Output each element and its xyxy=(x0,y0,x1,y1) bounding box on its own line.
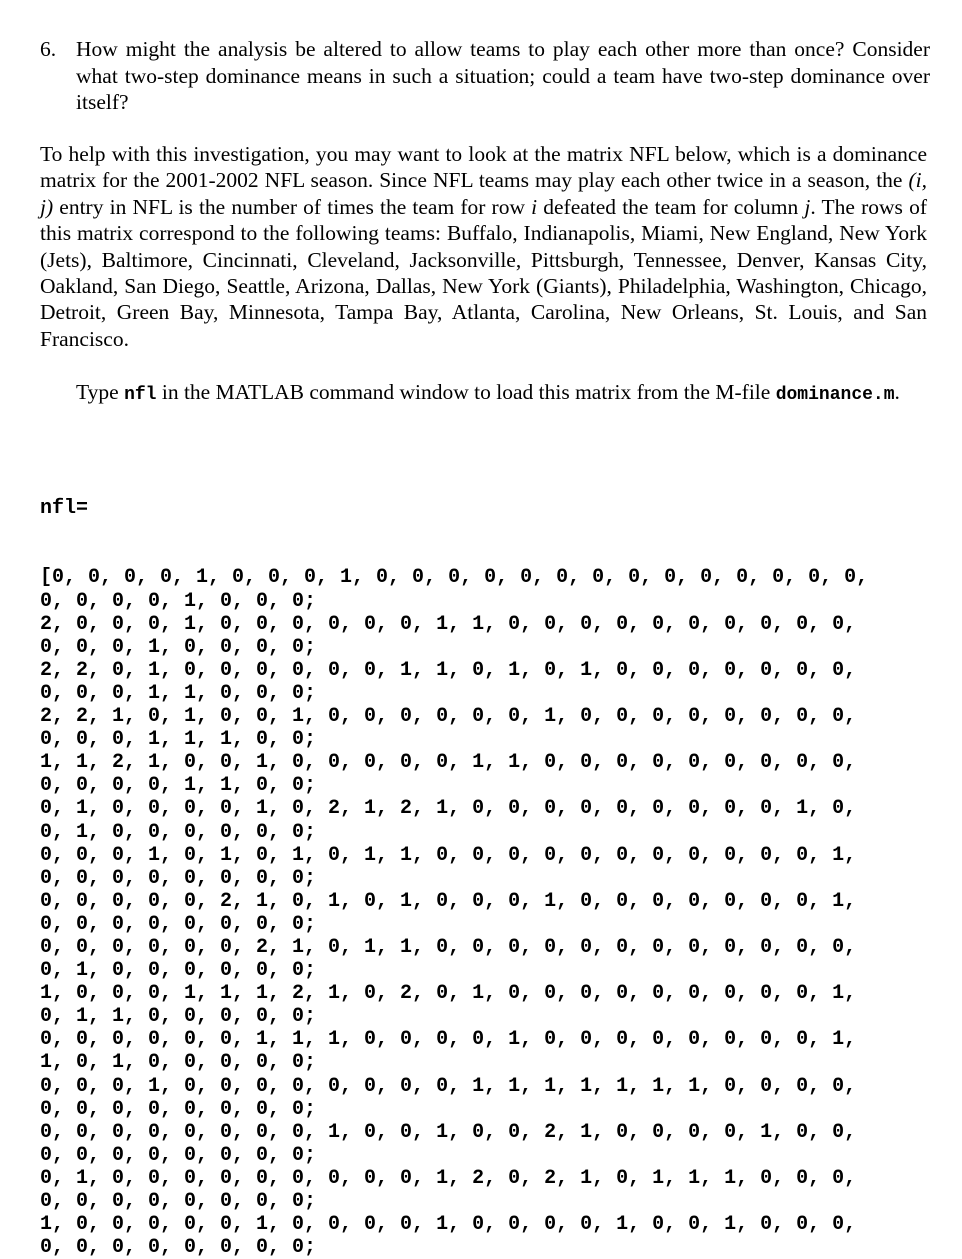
matrix-line: 0, 1, 0, 0, 0, 0, 0, 0; xyxy=(40,820,317,844)
matrix-line: 0, 0, 0, 0, 0, 0, 0, 0; xyxy=(40,1097,317,1121)
question-text: How might the analysis be altered to allow teams to play each other more than once? Consider what two-step dominance means in such a situation; could a team have two-step dominance over itself? xyxy=(76,37,930,114)
matrix-line: 0, 1, 0, 0, 0, 0, 0, 0; xyxy=(40,959,317,983)
matrix-line: [0, 0, 0, 0, 1, 0, 0, 0, 1, 0, 0, 0, 0, 0, 0, 0, 0, 0, 0, 0, 0, 0, 0, xyxy=(40,566,869,590)
para-text-2: entry in NFL is the number of times the team for row xyxy=(53,194,532,219)
nfl-description-paragraph xyxy=(40,141,927,352)
matrix-line: 2, 0, 0, 0, 1, 0, 0, 0, 0, 0, 0, 1, 1, 0, 0, 0, 0, 0, 0, 0, 0, 0, 0, xyxy=(40,612,857,636)
matrix-line: 0, 1, 1, 0, 0, 0, 0, 0; xyxy=(40,1005,317,1029)
matrix-label: nfl= xyxy=(40,497,89,521)
para-text-3: defeated the team for column xyxy=(537,194,805,219)
question-6 xyxy=(40,36,930,116)
matrix-line: 0, 0, 0, 1, 0, 0, 0, 0, 0, 0, 0, 0, 1, 1, 1, 1, 1, 1, 1, 0, 0, 0, 0, xyxy=(40,1074,857,1098)
question-number: 6. xyxy=(40,37,57,61)
matrix-line: 0, 0, 0, 0, 1, 0, 0, 0; xyxy=(40,589,317,613)
matrix-line: 0, 0, 0, 0, 0, 0, 0, 0; xyxy=(40,1143,317,1167)
matrix-line: 0, 0, 0, 1, 0, 1, 0, 1, 0, 1, 1, 0, 0, 0, 0, 0, 0, 0, 0, 0, 0, 0, 1, xyxy=(40,843,857,867)
matrix-line: 1, 0, 0, 0, 0, 0, 1, 0, 0, 0, 0, 1, 0, 0, 0, 0, 1, 0, 0, 1, 0, 0, 0, xyxy=(40,1213,857,1237)
para-i: i xyxy=(531,194,538,219)
matrix-line: 0, 0, 0, 0, 0, 0, 0, 0; xyxy=(40,912,317,936)
matrix-line: 0, 1, 0, 0, 0, 0, 1, 0, 2, 1, 2, 1, 0, 0, 0, 0, 0, 0, 0, 0, 0, 1, 0, xyxy=(40,797,857,821)
instr-text-2: in the MATLAB command window to load this matrix from the M-file xyxy=(156,380,776,404)
matrix-line: 0, 0, 0, 0, 0, 0, 0, 0; xyxy=(40,1190,317,1213)
matrix-line: 2, 2, 0, 1, 0, 0, 0, 0, 0, 0, 1, 1, 0, 1, 0, 1, 0, 0, 0, 0, 0, 0, 0, xyxy=(40,658,857,682)
nfl-matrix-listing xyxy=(40,451,940,1259)
matrix-line: 0, 0, 0, 0, 0, 0, 2, 1, 0, 1, 1, 0, 0, 0, 0, 0, 0, 0, 0, 0, 0, 0, 0, xyxy=(40,935,857,959)
para-text-4: . The rows of this matrix correspond to the following teams: Buffalo, Indianapolis, Miami, New England, New York (Jets), Baltimore, Cincinnati, Cleveland, Jacksonville, Pittsburgh, Tennessee, Denver, Kansas City, Oakland, San Diego, Seattle, Arizona, Dallas, New York (Giants), Philadelphia, Washington, Chicago, Detroit, Green Bay, Minnesota, Tampa Bay, Atlanta, Carolina, New Orleans, St. Louis, and San Francisco. xyxy=(40,194,927,351)
matrix-line: 0, 0, 0, 1, 0, 0, 0, 0; xyxy=(40,635,317,659)
matrix-line: 0, 1, 0, 0, 0, 0, 0, 0, 0, 0, 0, 1, 2, 0, 2, 1, 0, 1, 1, 1, 0, 0, 0, xyxy=(40,1166,857,1190)
mfile-name: dominance.m xyxy=(775,385,895,405)
matrix-line: 1, 0, 0, 0, 1, 1, 1, 2, 1, 0, 2, 0, 1, 0, 0, 0, 0, 0, 0, 0, 0, 0, 1, xyxy=(40,982,857,1006)
para-j: j xyxy=(804,194,811,219)
matrix-line: 0, 0, 0, 1, 1, 0, 0, 0; xyxy=(40,681,317,705)
instr-text-3: . xyxy=(894,380,900,404)
matrix-line: 0, 0, 0, 0, 0, 2, 1, 0, 1, 0, 1, 0, 0, 0, 1, 0, 0, 0, 0, 0, 0, 0, 1, xyxy=(40,889,857,913)
matrix-line: 2, 2, 1, 0, 1, 0, 0, 1, 0, 0, 0, 0, 0, 0, 1, 0, 0, 0, 0, 0, 0, 0, 0, xyxy=(40,705,857,729)
instr-text-1: Type xyxy=(76,380,125,404)
matrix-line: 1, 1, 2, 1, 0, 0, 1, 0, 0, 0, 0, 0, 1, 1, 0, 0, 0, 0, 0, 0, 0, 0, 0, xyxy=(40,751,857,775)
matrix-line: 0, 0, 0, 1, 1, 1, 0, 0; xyxy=(40,728,317,752)
command-nfl: nfl xyxy=(124,385,157,405)
para-text-1: To help with this investigation, you may want to look at the matrix NFL below, which is a dominance matrix for the 2001-2002 NFL season. Since NFL teams may play each other twice in a season, the xyxy=(40,142,927,193)
matrix-line: 0, 0, 0, 0, 0, 0, 0, 0; xyxy=(40,1236,317,1259)
matrix-line: 0, 0, 0, 0, 0, 0, 0, 0, 1, 0, 0, 1, 0, 0, 2, 1, 0, 0, 0, 0, 1, 0, 0, xyxy=(40,1120,857,1144)
para-ij: (i, j) xyxy=(40,168,927,219)
matrix-line: 0, 0, 0, 0, 0, 0, 1, 1, 1, 0, 0, 0, 0, 1, 0, 0, 0, 0, 0, 0, 0, 0, 1, xyxy=(40,1028,857,1052)
matlab-instruction xyxy=(76,380,927,408)
matrix-line: 0, 0, 0, 0, 1, 1, 0, 0; xyxy=(40,774,317,798)
matrix-line: 0, 0, 0, 0, 0, 0, 0, 0; xyxy=(40,866,317,890)
matrix-line: 1, 0, 1, 0, 0, 0, 0, 0; xyxy=(40,1051,317,1075)
